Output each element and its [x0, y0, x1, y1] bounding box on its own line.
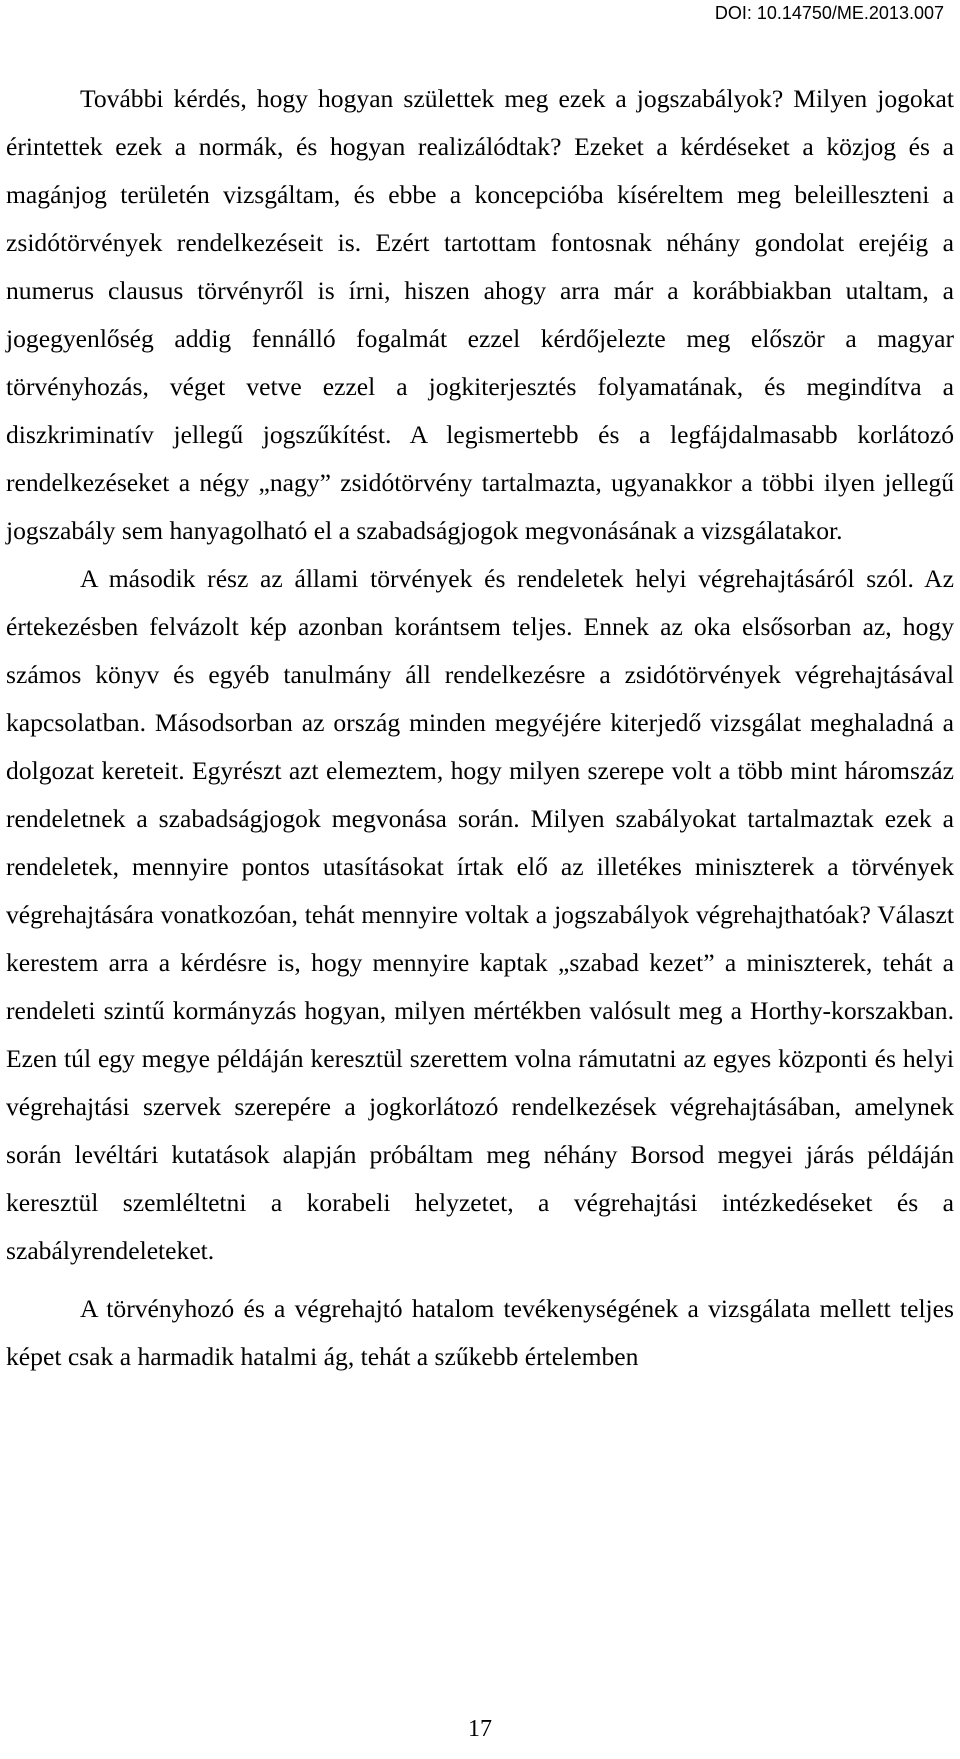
- doi-header: DOI: 10.14750/ME.2013.007: [714, 3, 944, 23]
- paragraph-1: További kérdés, hogy hogyan születtek meg ezek a jogszabályok? Milyen jogokat érintettek ezek a normák, és hogyan realizálódtak? Ezeket a kérdéseket a közjog és a magánjog területén vizsgáltam, és ebbe a koncepcióba kíséreltem meg beleilleszteni a zsidótörvények rendelkezéseit is. Ezért tartottam fontosnak néhány gondolat erejéig a numerus clausus törvényről is írni, hiszen ahogy arra már a korábbiakban utaltam, a jogegyenlőség addig fennálló fogalmát ezzel kérdőjelezte meg először a magyar törvényhozás, véget vetve ezzel a jogkiterjesztés folyamatának, és megindítva a diszkriminatív jellegű jogszűkítést. A legismertebb és a legfájdalmasabb korlátozó rendelkezéseket a négy „nagy” zsidótörvény tartalmazta, ugyanakkor a többi ilyen jellegű jogszabály sem hanyagolható el a szabadságjogok megvonásának a vizsgálatakor.: [6, 84, 954, 545]
- page-number: 17: [468, 1716, 492, 1742]
- paragraph-3: A törvényhozó és a végrehajtó hatalom tevékenységének a vizsgálata mellett teljes képet csak a harmadik hatalmi ág, tehát a szűkebb értelemben: [6, 1294, 954, 1371]
- paragraph-2: A második rész az állami törvények és rendeletek helyi végrehajtásáról szól. Az értekezésben felvázolt kép azonban korántsem teljes. Ennek az oka elsősorban az, hogy számos könyv és egyéb tanulmány áll rendelkezésre a zsidótörvények végrehajtásával kapcsolatban. Másodsorban az ország minden megyéjére kiterjedő vizsgálat meghaladná a dolgozat kereteit. Egyrészt azt elemeztem, hogy milyen szerepe volt a több mint háromszáz rendeletnek a szabadságjogok megvonása során. Milyen szabályokat tartalmaztak ezek a rendeletek, mennyire pontos utasításokat írtak elő az illetékes miniszterek a törvények végrehajtására vonatkozóan, tehát mennyire voltak a jogszabályok végrehajthatóak? Választ kerestem arra a kérdésre is, hogy mennyire kaptak „szabad kezet” a miniszterek, tehát a rendeleti szintű kormányzás hogyan, milyen mértékben valósult meg a Horthy-korszakban. Ezen túl egy megye példáján keresztül szerettem volna rámutatni az egyes központi és helyi végrehajtási szervek szerepére a jogkorlátozó rendelkezések végrehajtásában, amelynek során levéltári kutatások alapján próbáltam meg néhány Borsod megyei járás példáján keresztül szemléltetni a korabeli helyzetet, a végrehajtási intézkedéseket és a szabályrendeleteket.: [6, 564, 954, 1265]
- body-text: [6, 75, 954, 1381]
